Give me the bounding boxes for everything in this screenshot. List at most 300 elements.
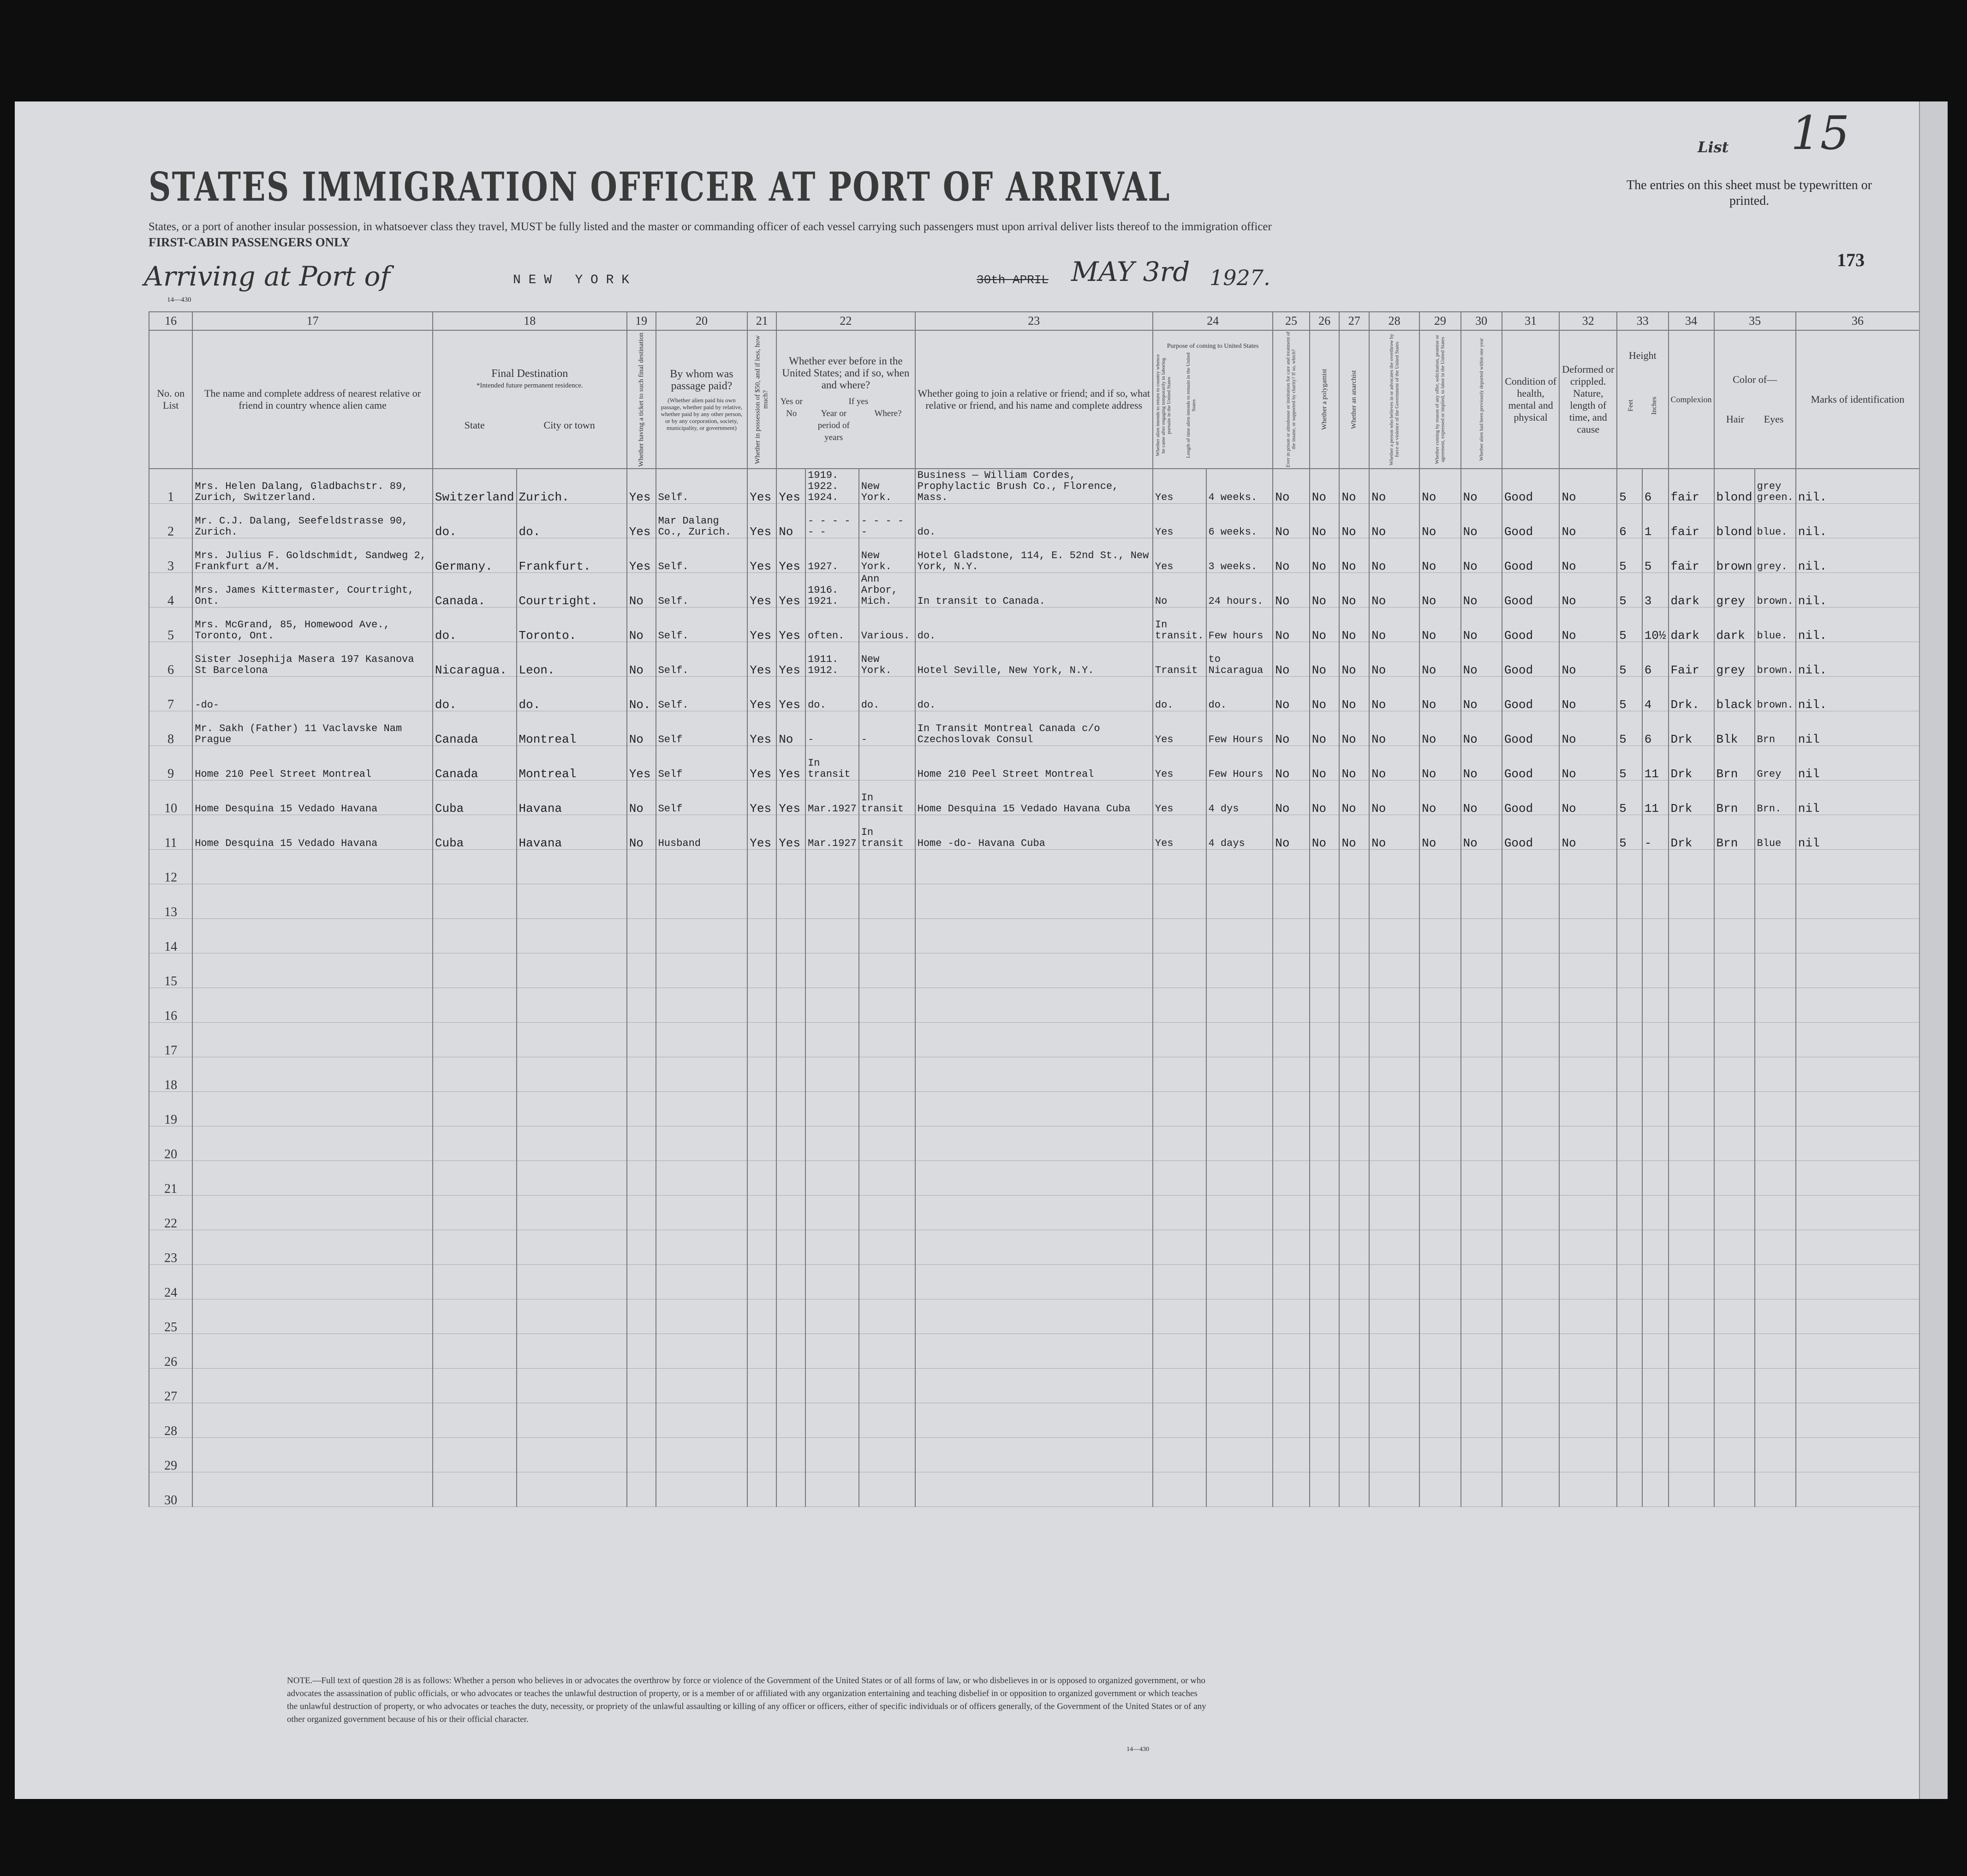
empty-row <box>149 1403 1919 1438</box>
col-num: 24 <box>1153 312 1273 330</box>
empty-cell <box>192 884 433 919</box>
cell-state: Cuba <box>433 780 517 815</box>
empty-cell <box>1714 919 1755 953</box>
header-no-on-list: No. on List <box>149 330 192 469</box>
column-number-row <box>149 312 1919 330</box>
cell-prison: No <box>1273 711 1309 746</box>
cell-state: Germany. <box>433 538 517 573</box>
empty-cell <box>1206 1299 1273 1334</box>
col-num: 20 <box>656 312 748 330</box>
empty-cell <box>1273 1023 1309 1057</box>
cell-no: 5 <box>149 607 192 642</box>
cell-complexion: Fair <box>1669 642 1714 677</box>
empty-cell <box>859 1472 915 1507</box>
empty-cell <box>776 1403 805 1438</box>
empty-cell <box>776 1438 805 1472</box>
empty-cell <box>915 1403 1153 1438</box>
list-label: List <box>1698 138 1729 156</box>
empty-cell <box>1419 1369 1460 1403</box>
passenger-row <box>149 573 1919 607</box>
empty-cell <box>1642 1161 1669 1196</box>
header-height: Height Feet Inches <box>1617 330 1668 469</box>
cell-complexion: dark <box>1669 573 1714 607</box>
empty-cell <box>1617 884 1642 919</box>
cell-marks: nil. <box>1796 607 1919 642</box>
empty-cell <box>192 1092 433 1126</box>
cell-rel: Mrs. Helen Dalang, Gladbachstr. 89, Zurich, Switzerland. <box>192 469 433 504</box>
empty-cell <box>1310 988 1340 1023</box>
empty-cell <box>1502 1265 1560 1299</box>
empty-cell <box>805 1230 859 1265</box>
empty-cell <box>1617 1334 1642 1369</box>
empty-cell <box>1153 1403 1206 1438</box>
empty-cell <box>1461 919 1502 953</box>
empty-cell <box>1206 1126 1273 1161</box>
passenger-row <box>149 780 1919 815</box>
empty-cell <box>192 1369 433 1403</box>
empty-cell <box>1339 1265 1369 1299</box>
empty-cell <box>1796 1092 1919 1126</box>
empty-cell <box>433 1438 517 1472</box>
empty-cell <box>776 1161 805 1196</box>
empty-cell <box>915 1472 1153 1507</box>
cell-prison: No <box>1273 677 1309 711</box>
cell-rel: -do- <box>192 677 433 711</box>
cell-feet: 6 <box>1617 504 1642 538</box>
empty-cell <box>776 1057 805 1092</box>
cell-years: In transit <box>805 746 859 780</box>
cell-anarch: No <box>1339 607 1369 642</box>
empty-cell <box>1642 850 1669 884</box>
empty-cell <box>1642 1299 1669 1334</box>
empty-cell <box>192 1472 433 1507</box>
empty-cell <box>1714 1126 1755 1161</box>
empty-cell <box>1206 1369 1273 1403</box>
row-number: 14 <box>149 919 192 953</box>
empty-cell <box>517 1023 627 1057</box>
empty-cell <box>517 884 627 919</box>
column-header-row <box>149 330 1919 469</box>
empty-cell <box>1461 1161 1502 1196</box>
empty-cell <box>1369 1023 1419 1057</box>
empty-row <box>149 1265 1919 1299</box>
cell-hair: brown <box>1714 538 1755 573</box>
empty-cell <box>1461 1299 1502 1334</box>
empty-cell <box>1642 1196 1669 1230</box>
cell-inches: 11 <box>1642 746 1669 780</box>
empty-row <box>149 1126 1919 1161</box>
cell-hair: grey <box>1714 642 1755 677</box>
empty-cell <box>1642 1230 1669 1265</box>
empty-cell <box>1153 1472 1206 1507</box>
empty-cell <box>1461 1403 1502 1438</box>
cell-before: Yes <box>776 677 805 711</box>
cell-return: Yes <box>1153 815 1206 850</box>
empty-cell <box>656 988 748 1023</box>
header-color: Color of— Hair Eyes <box>1714 330 1796 469</box>
empty-cell <box>627 1161 656 1196</box>
empty-row <box>149 884 1919 919</box>
empty-cell <box>915 1057 1153 1092</box>
empty-cell <box>747 1438 776 1472</box>
empty-cell <box>747 988 776 1023</box>
cell-length: 4 weeks. <box>1206 469 1273 504</box>
cell-years: do. <box>805 677 859 711</box>
empty-cell <box>1502 1230 1560 1265</box>
cell-complexion: fair <box>1669 469 1714 504</box>
empty-cell <box>1461 850 1502 884</box>
empty-cell <box>1642 988 1669 1023</box>
empty-cell <box>1461 1369 1502 1403</box>
empty-row <box>149 1369 1919 1403</box>
empty-cell <box>517 1057 627 1092</box>
empty-cell <box>1153 988 1206 1023</box>
empty-cell <box>915 884 1153 919</box>
empty-cell <box>1755 1265 1796 1299</box>
cell-hair: Brn <box>1714 780 1755 815</box>
empty-cell <box>915 1092 1153 1126</box>
cell-inches: 5 <box>1642 538 1669 573</box>
cell-health: Good <box>1502 815 1560 850</box>
empty-row <box>149 1023 1919 1057</box>
empty-cell <box>1755 1196 1796 1230</box>
empty-cell <box>1714 1057 1755 1092</box>
cell-overthrow: No <box>1369 607 1419 642</box>
cell-prison: No <box>1273 504 1309 538</box>
cell-offer: No <box>1419 504 1460 538</box>
empty-cell <box>805 1023 859 1057</box>
empty-cell <box>1461 1023 1502 1057</box>
empty-cell <box>1502 1161 1560 1196</box>
header-deported: Whether alien had been previously deported within one year <box>1461 330 1502 469</box>
empty-cell <box>1617 1299 1642 1334</box>
empty-cell <box>1310 884 1340 919</box>
cell-no: 9 <box>149 746 192 780</box>
empty-cell <box>859 1196 915 1230</box>
empty-row <box>149 1438 1919 1472</box>
empty-cell <box>1559 1334 1617 1369</box>
cell-prison: No <box>1273 573 1309 607</box>
cell-paid: Self <box>656 711 748 746</box>
cell-feet: 5 <box>1617 642 1642 677</box>
cell-eyes: blue. <box>1755 504 1796 538</box>
cell-state: Cuba <box>433 815 517 850</box>
empty-cell <box>1669 1265 1714 1299</box>
empty-cell <box>1755 1334 1796 1369</box>
empty-cell <box>1153 1057 1206 1092</box>
cell-join: do. <box>915 677 1153 711</box>
empty-cell <box>1714 988 1755 1023</box>
cell-deformed: No <box>1559 746 1617 780</box>
row-number: 29 <box>149 1438 192 1472</box>
cell-rel: Sister Josephija Masera 197 Kasanova St Barcelona <box>192 642 433 677</box>
cell-poly: No <box>1310 780 1340 815</box>
cell-marks: nil <box>1796 746 1919 780</box>
empty-cell <box>1755 1023 1796 1057</box>
cell-where: - <box>859 711 915 746</box>
empty-cell <box>747 1265 776 1299</box>
cell-paid: Self. <box>656 677 748 711</box>
cell-feet: 5 <box>1617 677 1642 711</box>
empty-cell <box>627 1299 656 1334</box>
empty-cell <box>1310 1230 1340 1265</box>
empty-cell <box>1796 1472 1919 1507</box>
row-number: 28 <box>149 1403 192 1438</box>
empty-cell <box>656 1265 748 1299</box>
footer-form-code: 14—430 <box>1127 1746 1149 1753</box>
empty-cell <box>805 919 859 953</box>
cell-return: Yes <box>1153 538 1206 573</box>
cell-inches: 11 <box>1642 780 1669 815</box>
empty-cell <box>656 1126 748 1161</box>
cell-join: Business — William Cordes, Prophylactic Brush Co., Florence, Mass. <box>915 469 1153 504</box>
empty-cell <box>1310 1161 1340 1196</box>
empty-cell <box>1669 953 1714 988</box>
cell-marks: nil. <box>1796 469 1919 504</box>
empty-cell <box>1502 988 1560 1023</box>
cell-where: In transit <box>859 780 915 815</box>
empty-cell <box>1369 1403 1419 1438</box>
cell-length: Few Hours <box>1206 711 1273 746</box>
empty-cell <box>859 1092 915 1126</box>
col-num: 25 <box>1273 312 1309 330</box>
empty-cell <box>627 1230 656 1265</box>
empty-cell <box>1502 1369 1560 1403</box>
empty-cell <box>1559 1196 1617 1230</box>
cell-offer: No <box>1419 538 1460 573</box>
empty-cell <box>517 1092 627 1126</box>
empty-cell <box>1419 1196 1460 1230</box>
empty-cell <box>1273 1161 1309 1196</box>
empty-cell <box>1461 1334 1502 1369</box>
cell-length: 6 weeks. <box>1206 504 1273 538</box>
empty-cell <box>915 1230 1153 1265</box>
empty-cell <box>1642 953 1669 988</box>
empty-cell <box>1755 919 1796 953</box>
cell-poly: No <box>1310 538 1340 573</box>
cell-overthrow: No <box>1369 815 1419 850</box>
cell-money: Yes <box>747 504 776 538</box>
empty-cell <box>1339 1403 1369 1438</box>
cell-eyes: brown. <box>1755 642 1796 677</box>
cell-marks: nil. <box>1796 573 1919 607</box>
cell-return: Yes <box>1153 469 1206 504</box>
empty-cell <box>805 1472 859 1507</box>
cell-eyes: brown. <box>1755 677 1796 711</box>
empty-cell <box>1206 1230 1273 1265</box>
cell-feet: 5 <box>1617 573 1642 607</box>
empty-cell <box>1669 1126 1714 1161</box>
cell-poly: No <box>1310 746 1340 780</box>
cell-ticket: No <box>627 815 656 850</box>
empty-cell <box>192 1023 433 1057</box>
empty-cell <box>1617 919 1642 953</box>
col-num: 35 <box>1714 312 1796 330</box>
empty-cell <box>1502 1196 1560 1230</box>
empty-cell <box>517 1403 627 1438</box>
cell-no: 2 <box>149 504 192 538</box>
empty-cell <box>1559 1369 1617 1403</box>
empty-cell <box>1419 988 1460 1023</box>
cell-inches: 6 <box>1642 711 1669 746</box>
cell-hair: Blk <box>1714 711 1755 746</box>
empty-cell <box>1617 1230 1642 1265</box>
empty-cell <box>915 1023 1153 1057</box>
cell-city: Havana <box>517 780 627 815</box>
cell-join: do. <box>915 504 1153 538</box>
cell-deformed: No <box>1559 642 1617 677</box>
row-number: 15 <box>149 953 192 988</box>
cell-city: do. <box>517 504 627 538</box>
empty-cell <box>1310 850 1340 884</box>
cell-marks: nil <box>1796 780 1919 815</box>
empty-cell <box>747 884 776 919</box>
empty-cell <box>627 884 656 919</box>
empty-cell <box>747 1023 776 1057</box>
cell-where: In transit <box>859 815 915 850</box>
empty-cell <box>1796 1369 1919 1403</box>
cell-where: New York. <box>859 469 915 504</box>
question-28-note: NOTE.—Full text of question 28 is as follows: Whether a person who believes in or advocates the overthrow by force or violence of the Government of the United States or of all forms of law, or who disbelieves in or is opposed to organized government, or who advocates the assassination of public officials, or who advocates or teaches the unlawful destruction of property, or is a member of or affiliated with any organization entertaining and teaching disbelief in or opposition to organized government or which teaches the unlawful destruction of property, or who advocates or teaches the duty, necessity, or propriety of the unlawful assaulting or killing of any officer or officers, either of specific individuals or of officers generally, of the Government of the United States or of any other organized government because of his or their official character. <box>287 1676 1206 1724</box>
empty-cell <box>1502 919 1560 953</box>
empty-cell <box>1339 1196 1369 1230</box>
row-number: 22 <box>149 1196 192 1230</box>
cell-anarch: No <box>1339 642 1369 677</box>
empty-cell <box>859 1438 915 1472</box>
empty-cell <box>1461 1265 1502 1299</box>
empty-cell <box>1273 988 1309 1023</box>
empty-cell <box>1642 1092 1669 1126</box>
typewritten-instruction: The entries on this sheet must be typewritten or printed. <box>1627 178 1872 208</box>
cell-ticket: Yes <box>627 746 656 780</box>
empty-cell <box>1310 1057 1340 1092</box>
cell-rel: Mrs. McGrand, 85, Homewood Ave., Toronto, Ont. <box>192 607 433 642</box>
cell-deported: No <box>1461 573 1502 607</box>
col-num: 28 <box>1369 312 1419 330</box>
cell-rel: Home Desquina 15 Vedado Havana <box>192 815 433 850</box>
cell-paid: Self <box>656 780 748 815</box>
header-deformed: Deformed or crippled. Nature, length of time, and cause <box>1559 330 1617 469</box>
col-num: 31 <box>1502 312 1560 330</box>
cell-no: 8 <box>149 711 192 746</box>
empty-cell <box>627 1403 656 1438</box>
header-health: Condition of health, mental and physical <box>1502 330 1560 469</box>
empty-cell <box>1206 1403 1273 1438</box>
empty-row <box>149 1230 1919 1265</box>
cell-paid: Self. <box>656 469 748 504</box>
empty-cell <box>776 1299 805 1334</box>
empty-cell <box>517 1472 627 1507</box>
empty-cell <box>627 1265 656 1299</box>
cell-inches: 3 <box>1642 573 1669 607</box>
empty-cell <box>1369 1126 1419 1161</box>
empty-cell <box>1796 953 1919 988</box>
empty-cell <box>1339 1230 1369 1265</box>
row-number: 13 <box>149 884 192 919</box>
cell-where: New York. <box>859 538 915 573</box>
empty-cell <box>656 1472 748 1507</box>
empty-cell <box>747 953 776 988</box>
cell-eyes: grey green. <box>1755 469 1796 504</box>
cell-eyes: Blue <box>1755 815 1796 850</box>
empty-cell <box>1617 1092 1642 1126</box>
empty-cell <box>517 1126 627 1161</box>
col-num: 21 <box>747 312 776 330</box>
cell-before: Yes <box>776 469 805 504</box>
row-number: 24 <box>149 1265 192 1299</box>
cell-health: Good <box>1502 746 1560 780</box>
cell-before: Yes <box>776 642 805 677</box>
cell-years: 1927. <box>805 538 859 573</box>
cell-years: Mar.1927 <box>805 780 859 815</box>
row-number: 23 <box>149 1230 192 1265</box>
empty-cell <box>517 1265 627 1299</box>
empty-cell <box>1369 1265 1419 1299</box>
empty-cell <box>1339 1126 1369 1161</box>
empty-cell <box>1206 988 1273 1023</box>
cell-return: Yes <box>1153 504 1206 538</box>
empty-cell <box>1419 1472 1460 1507</box>
empty-cell <box>433 1299 517 1334</box>
header-anarchist: Whether an anarchist <box>1339 330 1369 469</box>
empty-cell <box>1714 1023 1755 1057</box>
empty-cell <box>1273 919 1309 953</box>
cell-overthrow: No <box>1369 746 1419 780</box>
empty-cell <box>1714 1196 1755 1230</box>
empty-cell <box>859 953 915 988</box>
empty-cell <box>1642 919 1669 953</box>
empty-cell <box>1310 1092 1340 1126</box>
empty-row <box>149 988 1919 1023</box>
cell-health: Good <box>1502 538 1560 573</box>
cell-ticket: No <box>627 642 656 677</box>
empty-cell <box>1617 988 1642 1023</box>
empty-cell <box>433 1196 517 1230</box>
empty-row <box>149 1472 1919 1507</box>
cell-return: No <box>1153 573 1206 607</box>
empty-cell <box>1796 884 1919 919</box>
empty-cell <box>433 953 517 988</box>
empty-cell <box>1669 1403 1714 1438</box>
cell-deported: No <box>1461 538 1502 573</box>
empty-cell <box>1559 1230 1617 1265</box>
empty-cell <box>1369 1092 1419 1126</box>
cell-eyes: Brn. <box>1755 780 1796 815</box>
cell-rel: Home 210 Peel Street Montreal <box>192 746 433 780</box>
empty-cell <box>1669 1161 1714 1196</box>
empty-cell <box>1310 1369 1340 1403</box>
col-num: 30 <box>1461 312 1502 330</box>
cell-hair: Brn <box>1714 746 1755 780</box>
cell-city: Leon. <box>517 642 627 677</box>
empty-cell <box>1755 1126 1796 1161</box>
empty-cell <box>517 988 627 1023</box>
cell-feet: 5 <box>1617 711 1642 746</box>
empty-cell <box>805 1196 859 1230</box>
passenger-row <box>149 642 1919 677</box>
empty-cell <box>915 1438 1153 1472</box>
cell-no: 7 <box>149 677 192 711</box>
empty-cell <box>1796 919 1919 953</box>
cell-marks: nil. <box>1796 642 1919 677</box>
cell-join: In Transit Montreal Canada c/o Czechoslovak Consul <box>915 711 1153 746</box>
cell-length: Few hours <box>1206 607 1273 642</box>
form-code: 14—430 <box>167 296 191 304</box>
empty-cell <box>859 988 915 1023</box>
cell-where <box>859 746 915 780</box>
empty-cell <box>1310 953 1340 988</box>
empty-cell <box>1714 1334 1755 1369</box>
